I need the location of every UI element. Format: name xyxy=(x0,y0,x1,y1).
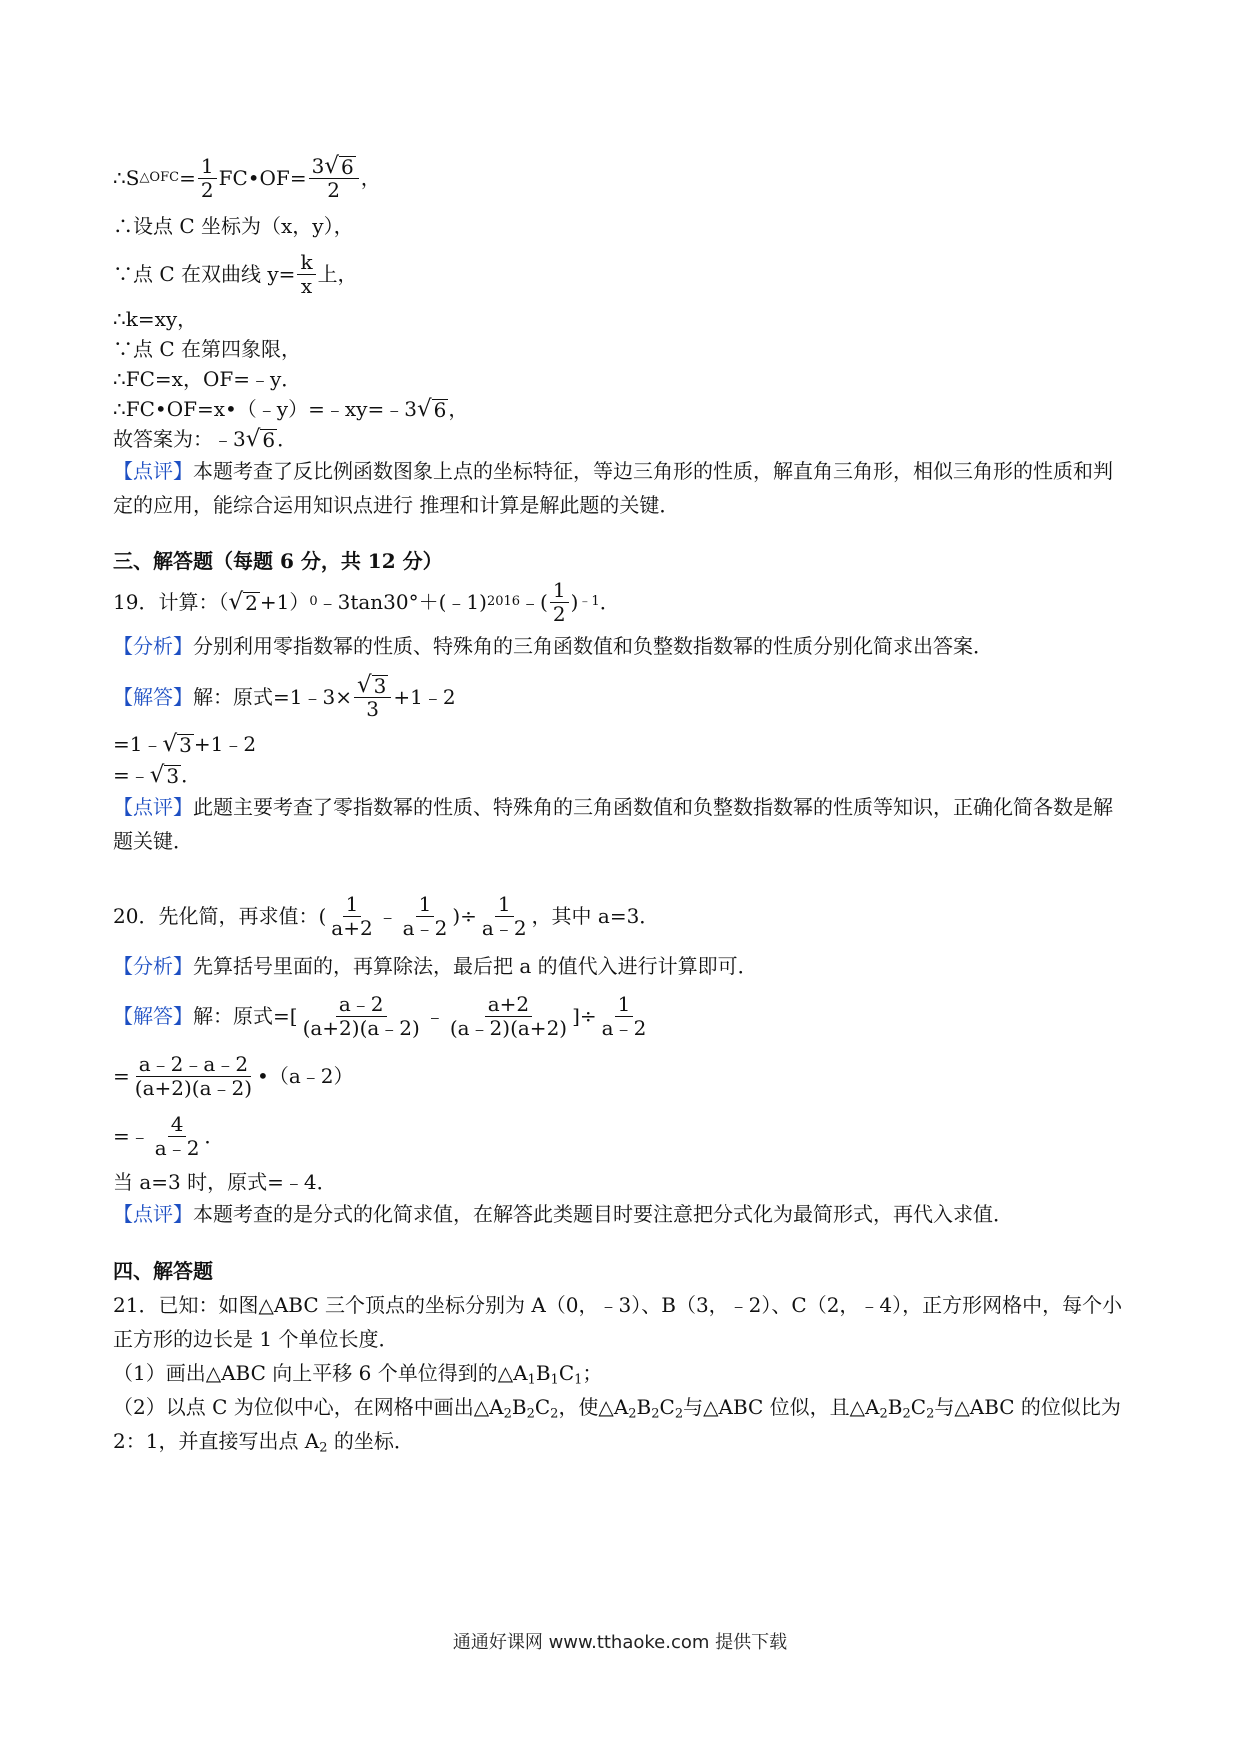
text: ，其中 a=3． xyxy=(531,904,660,928)
subscript: 1 xyxy=(550,1372,559,1388)
fraction xyxy=(479,893,530,940)
question-21-part-2 xyxy=(113,1390,1123,1458)
subscript: 2 xyxy=(651,1406,660,1422)
text: 本题考查的是分式的化简求值，在解答此类题目时要注意把分式化为最简形式，再代入求值． xyxy=(193,1202,1013,1226)
denominator: a﹣2 xyxy=(154,1135,200,1160)
denominator: 2 xyxy=(552,601,566,626)
text: ，使△A xyxy=(558,1395,629,1419)
fraction xyxy=(300,993,423,1040)
line-4 xyxy=(113,304,1123,334)
text: ． xyxy=(204,1124,225,1148)
fraction xyxy=(309,152,359,202)
subscript: 2 xyxy=(926,1406,935,1422)
line-3 xyxy=(113,244,1123,304)
comment-tag: 【点评】 xyxy=(113,795,193,819)
subscript: 2 xyxy=(319,1440,328,1456)
comment-tag: 【点评】 xyxy=(113,459,193,483)
question-21-stem xyxy=(113,1288,1123,1356)
subscript: 2 xyxy=(879,1406,888,1422)
numerator: 1 xyxy=(343,893,362,917)
text: ； xyxy=(582,1361,603,1385)
analysis-tag: 【分析】 xyxy=(113,634,193,658)
radicand: 3 xyxy=(179,732,192,757)
eq-area-ofc: ∴S △OFC = $\frac{1}{2}$ FC•OF= 3 √ 6 2 ， xyxy=(113,152,381,202)
numerator: 1 xyxy=(495,893,514,917)
text: 本题考查了反比例函数图象上点的坐标特征，等边三角形的性质，解直角三角形，相似三角形的性质和判定的应用，能综合运用知识点进行 推理和计算是解此题的关键． xyxy=(113,459,1113,517)
analysis-tag: 【分析】 xyxy=(113,954,193,978)
text: +1） xyxy=(259,590,310,614)
numerator xyxy=(309,152,359,179)
radical-sign: √ xyxy=(416,395,432,422)
numerator xyxy=(354,671,391,698)
denominator: (a+2)(a﹣2) xyxy=(302,1015,420,1040)
denominator: (a+2)(a﹣2) xyxy=(134,1075,253,1100)
denominator: 2 xyxy=(327,177,340,202)
text: ∵点 C 在第四象限， xyxy=(113,337,302,361)
solution-19-line-1 xyxy=(113,666,1123,728)
section-3-title xyxy=(113,544,1123,578)
question-19: 19．计算：（ √ 2 +1） 0 ﹣3tan30°＋(﹣1) 2016 ﹣( $\frac{1}{2}$ ) ﹣1 ． xyxy=(113,577,620,626)
text: 故答案为：﹣3 xyxy=(113,427,246,451)
solution-20-line-3 xyxy=(113,1106,1123,1166)
text: ∵点 C 在双曲线 y= xyxy=(113,262,296,286)
text: ． xyxy=(181,763,202,787)
footer-text: 通通好课网 www.tthaoke.com 提供下载 xyxy=(452,1632,788,1653)
fraction xyxy=(447,993,570,1040)
radical-sign: √ xyxy=(149,761,165,788)
numerator: a﹣2﹣a﹣2 xyxy=(136,1053,251,1077)
denominator: a﹣2 xyxy=(402,915,448,940)
fraction xyxy=(599,993,650,1040)
subscript: 2 xyxy=(526,1406,535,1422)
radicand: 6 xyxy=(340,154,354,179)
subscript: 2 xyxy=(628,1406,637,1422)
text: 此题主要考查了零指数幂的性质、特殊角的三角函数值和负整数指数幂的性质等知识，正确化简各数是解题关键． xyxy=(113,795,1113,853)
question-20 xyxy=(113,886,1123,946)
text: •（a﹣2） xyxy=(257,1064,354,1088)
radicand: 2 xyxy=(245,590,258,615)
line-7 xyxy=(113,394,1123,424)
sqrt xyxy=(228,588,259,615)
numerator: 4 xyxy=(168,1113,187,1137)
line-8 xyxy=(113,424,1123,454)
solution-20-line-1 xyxy=(113,986,1123,1046)
text: +1﹣2 xyxy=(393,685,456,709)
text: 四、解答题 xyxy=(113,1259,213,1283)
solution-tag: 【解答】 xyxy=(113,1004,193,1028)
denominator: 3 xyxy=(366,696,380,721)
text: = xyxy=(113,1064,130,1088)
text: 当 a=3 时，原式=﹣4． xyxy=(113,1170,337,1194)
radical-sign: √ xyxy=(324,152,339,179)
numerator: a+2 xyxy=(485,993,532,1017)
denominator: x xyxy=(300,273,313,298)
text: B xyxy=(636,1395,652,1419)
sqrt xyxy=(416,395,448,422)
denominator: a﹣2 xyxy=(601,1015,647,1040)
text: ∴k=xy， xyxy=(113,307,198,331)
text: ， xyxy=(360,166,381,190)
numerator: k xyxy=(297,251,315,275)
numerator: 1 xyxy=(416,893,435,917)
numerator: a﹣2 xyxy=(336,993,387,1017)
text: （2）以点 C 为位似中心，在网格中画出△A xyxy=(113,1395,504,1419)
text: ， xyxy=(448,397,469,421)
text: 先算括号里面的，再算除法，最后把 a 的值代入进行计算即可． xyxy=(193,954,758,978)
coef: 3 xyxy=(404,397,417,421)
text: ∴FC•OF=x•（﹣y）=﹣xy=﹣ xyxy=(113,397,405,421)
text: 的坐标． xyxy=(327,1429,414,1453)
fraction xyxy=(132,1053,255,1100)
text: ﹣ xyxy=(424,1004,445,1028)
text: B xyxy=(887,1395,903,1419)
text: B xyxy=(535,1361,551,1385)
text: 三、解答题（每题 6 分，共 12 分） xyxy=(113,549,443,573)
line-6 xyxy=(113,364,1123,394)
numerator: 1 xyxy=(615,993,634,1017)
text: C xyxy=(534,1395,551,1419)
radical-sign: √ xyxy=(162,730,178,757)
subscript: 2 xyxy=(902,1406,911,1422)
text: FC•OF= xyxy=(218,166,307,190)
denominator: (a﹣2)(a+2) xyxy=(449,1015,568,1040)
text: （1）画出△ABC 向上平移 6 个单位得到的△A xyxy=(113,1361,528,1385)
text: 19．计算：（ xyxy=(113,590,229,614)
fraction xyxy=(328,893,375,940)
text: ﹣3tan30°＋(﹣1) xyxy=(317,590,487,614)
fraction xyxy=(152,1113,203,1160)
text: 21．已知：如图△ABC 三个顶点的坐标分别为 A（0，﹣3）、B（3，﹣2）、C（2，﹣4），正方形网格中，每个小正方形的边长是 1 个单位长度． xyxy=(113,1293,1123,1351)
sqrt xyxy=(245,425,277,452)
comment-18 xyxy=(113,454,1123,522)
fraction xyxy=(550,579,569,626)
text: ) xyxy=(570,590,579,614)
line-5 xyxy=(113,334,1123,364)
text: ∴S xyxy=(113,166,140,190)
text: ﹣( xyxy=(520,590,548,614)
subscript: 1 xyxy=(574,1372,583,1388)
comment-20 xyxy=(113,1198,1123,1230)
comment-tag: 【点评】 xyxy=(113,1202,193,1226)
subscript: 1 xyxy=(527,1372,536,1388)
denominator: a﹣2 xyxy=(481,915,527,940)
analysis-20 xyxy=(113,946,1123,986)
denominator: 2 xyxy=(200,177,214,202)
denominator: a+2 xyxy=(331,915,373,940)
subscript: 2 xyxy=(550,1406,559,1422)
text: = xyxy=(179,166,196,190)
question-21-part-1 xyxy=(113,1356,1123,1390)
analysis-19 xyxy=(113,626,1123,666)
numerator: 1 xyxy=(198,155,217,179)
comment-19 xyxy=(113,790,1123,858)
content xyxy=(113,148,1123,1458)
text: 解：原式=[ xyxy=(193,1004,298,1028)
text: 解：原式=1﹣3× xyxy=(193,685,352,709)
text: +1﹣2 xyxy=(193,732,257,756)
text: 分别利用零指数幂的性质、特殊角的三角函数值和负整数指数幂的性质分别化简求出答案． xyxy=(193,634,993,658)
solution-20-line-2 xyxy=(113,1046,1123,1106)
text: ． xyxy=(277,427,298,451)
solution-19-line-2 xyxy=(113,728,1123,760)
text: =﹣ xyxy=(113,1124,150,1148)
numerator: 1 xyxy=(550,579,569,603)
radicand: 3 xyxy=(166,763,180,788)
text: =﹣ xyxy=(113,763,150,787)
text: ∴设点 C 坐标为（x，y）， xyxy=(113,214,354,238)
solution-20-line-4 xyxy=(113,1166,1123,1198)
text: ∴FC=x，OF=﹣y． xyxy=(113,367,302,391)
text: ． xyxy=(599,590,620,614)
text: C xyxy=(659,1395,675,1419)
fraction xyxy=(297,251,315,298)
text: =1﹣ xyxy=(113,732,163,756)
fraction xyxy=(198,155,217,202)
subscript: 2 xyxy=(503,1406,512,1422)
page-footer xyxy=(0,1628,1240,1654)
solution-19-line-3 xyxy=(113,760,1123,790)
text: C xyxy=(910,1395,927,1419)
radicand: 3 xyxy=(373,673,387,698)
sqrt xyxy=(149,761,181,788)
fraction xyxy=(400,893,451,940)
radicand: 6 xyxy=(262,427,276,452)
radical-sign: √ xyxy=(356,671,372,698)
sqrt xyxy=(162,730,193,757)
text: C xyxy=(558,1361,575,1385)
sqrt xyxy=(324,152,355,179)
subscript: 2 xyxy=(674,1406,684,1422)
text: 与△ABC 的位似比为 2：1，并直接写出点 A xyxy=(113,1395,1121,1453)
solution-tag: 【解答】 xyxy=(113,685,193,709)
coef: 3 xyxy=(311,153,325,178)
sqrt xyxy=(356,671,388,698)
fraction xyxy=(354,671,391,721)
section-4-title xyxy=(113,1254,1123,1288)
text: )÷ xyxy=(452,904,477,928)
radical-sign: √ xyxy=(245,425,261,452)
text: 20．先化简，再求值：( xyxy=(113,904,327,928)
text: 上， xyxy=(317,262,358,286)
text: 与△ABC 位似，且△A xyxy=(683,1395,880,1419)
line-2 xyxy=(113,208,1123,244)
text: ﹣ xyxy=(377,904,398,928)
radical-sign: √ xyxy=(228,588,244,615)
radicand: 6 xyxy=(433,397,447,422)
text: ]÷ xyxy=(572,1004,597,1028)
text: B xyxy=(511,1395,527,1419)
